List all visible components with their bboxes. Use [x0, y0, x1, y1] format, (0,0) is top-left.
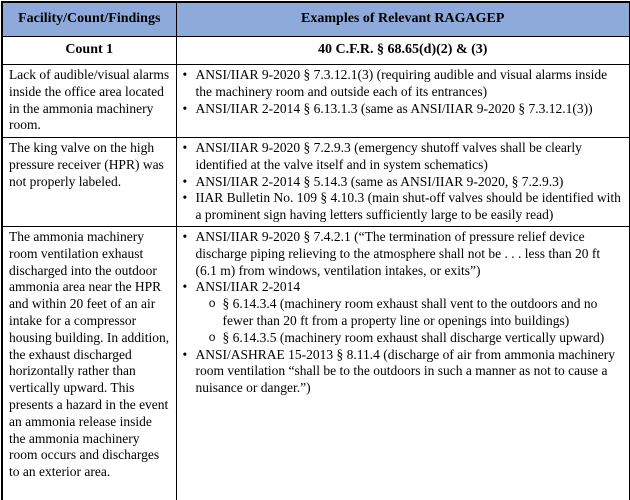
circle-bullet-icon: o	[208, 330, 216, 345]
ragagep-findings-table	[1, 1, 630, 500]
bullet-text: § 6.14.3.4 (machinery room exhaust shall vent to the outdoors and no fewer than 20 ft from a property line or openings into buildings)	[222, 296, 598, 328]
bullet-item	[183, 347, 624, 397]
disc-bullet-icon: •	[182, 140, 188, 155]
count-row	[2, 37, 630, 65]
count-cfr-citation: 40 C.F.R. § 68.65(d)(2) & (3)	[176, 37, 630, 65]
disc-bullet-icon: •	[182, 346, 188, 362]
bullet-item	[183, 229, 624, 279]
finding-row	[2, 65, 630, 138]
bullet-text: ANSI/IIAR 2-2014 § 6.13.1.3 (same as ANSI/IIAR 9-2020 § 7.3.12.1(3))	[195, 100, 593, 116]
bullet-item	[183, 174, 624, 191]
disc-bullet-icon: •	[182, 67, 188, 82]
sub-bullet-item	[209, 296, 624, 330]
finding-text: The king valve on the high pressure receiver (HPR) was not properly labeled.	[2, 138, 176, 227]
header-cell-examples-ragagep: Examples of Relevant RAGAGEP	[176, 2, 630, 37]
bullet-text: ANSI/IIAR 2-2014 § 5.14.3 (same as ANSI/IIAR 9-2020, § 7.2.9.3)	[195, 173, 564, 189]
finding-text: Lack of audible/visual alarms inside the office area located in the ammonia machinery room.	[2, 65, 176, 138]
disc-bullet-icon: •	[182, 173, 188, 189]
count-label: Count 1	[2, 37, 176, 65]
circle-bullet-icon: o	[208, 297, 216, 312]
finding-row	[2, 138, 630, 227]
bullet-item	[183, 190, 624, 224]
header-cell-facility-count-findings: Facility/Count/Findings	[2, 2, 176, 37]
ragagep-references	[176, 65, 630, 138]
bullet-text: ANSI/IIAR 9-2020 § 7.4.2.1 (“The termination of pressure relief device discharge piping relieving to the atmosphere shall not be . . . less than 20 ft (6.1 m) from windows, ventilation intakes, or exits”)	[195, 228, 601, 278]
disc-bullet-icon: •	[182, 190, 188, 206]
finding-rows	[2, 65, 630, 500]
disc-bullet-icon: •	[182, 100, 188, 116]
bullet-text: ANSI/IIAR 9-2020 § 7.2.9.3 (emergency shutoff valves shall be clearly identified at the valve itself and in system schematics)	[195, 140, 582, 172]
bullet-text: ANSI/IIAR 9-2020 § 7.3.12.1(3) (requiring audible and visual alarms inside the machinery room and outside each of its entrances)	[195, 67, 608, 99]
ragagep-references	[176, 138, 630, 227]
bullet-text: IIAR Bulletin No. 109 § 4.10.3 (main shut-off valves should be identified with a prominent sign having letters sufficiently large to be easily read)	[195, 190, 621, 223]
finding-row	[2, 226, 630, 500]
table-header-row	[2, 2, 630, 37]
bullet-item	[183, 279, 624, 296]
bullet-text: ANSI/ASHRAE 15-2013 § 8.11.4 (discharge of air from ammonia machinery room ventilation “shall be to the outdoors in such a manner as not to cause a nuisance or danger.”)	[195, 346, 616, 396]
finding-text: The ammonia machinery room ventilation exhaust discharged into the outdoor ammonia area near the HPR and within 20 feet of an air intake for a compressor housing building. In addition, the exhaust discharged horizontally rather than vertically upward. This presents a hazard in the event an ammonia release inside the ammonia machinery room occurs and discharges to an exterior area.	[2, 226, 176, 500]
ragagep-references	[176, 226, 630, 500]
disc-bullet-icon: •	[182, 279, 188, 295]
bullet-item	[183, 140, 624, 174]
bullet-item	[183, 67, 624, 101]
sub-bullet-item	[209, 330, 624, 347]
disc-bullet-icon: •	[182, 228, 188, 244]
bullet-text: § 6.14.3.5 (machinery room exhaust shall discharge vertically upward)	[222, 329, 605, 345]
bullet-text: ANSI/IIAR 2-2014	[195, 279, 301, 295]
bullet-item	[183, 101, 624, 118]
